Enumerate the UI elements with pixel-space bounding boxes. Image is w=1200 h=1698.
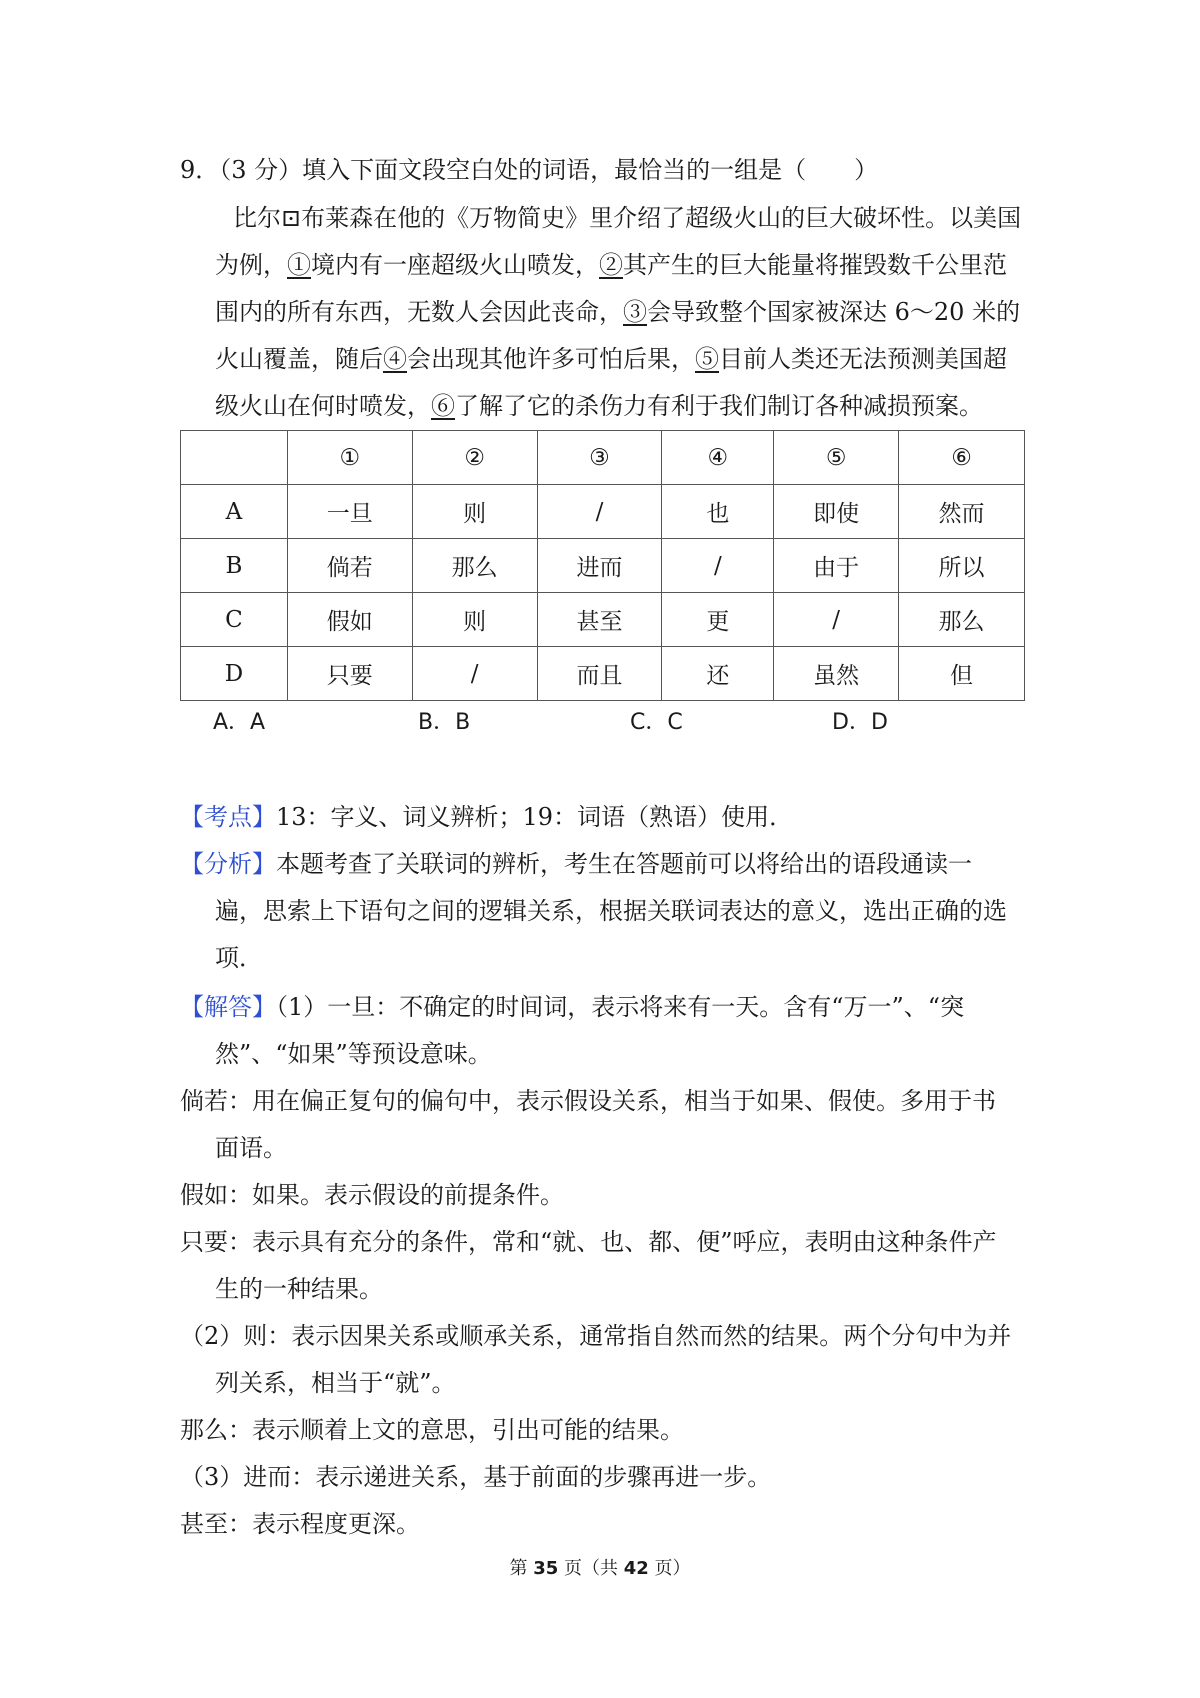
jieda-section: [180, 990, 964, 1024]
paragraph-name: 那么：表示顺着上文的意思，引出可能的结果。: [180, 1416, 684, 1444]
page-footer: [0, 1556, 1200, 1582]
table-cell: 而且: [537, 647, 662, 701]
table-row: [181, 485, 1025, 539]
footer-text: 页（共: [558, 1558, 624, 1579]
table-header-cell: ⑥: [899, 431, 1025, 485]
table-row: [181, 593, 1025, 647]
options-table: [180, 430, 1025, 701]
table-cell: 那么: [899, 593, 1025, 647]
fenxi-tag: 【分析】: [180, 850, 276, 878]
table-header-cell: ②: [412, 431, 537, 485]
table-cell: 则: [412, 593, 537, 647]
paragraph-ze: （2）则：表示因果关系或顺承关系，通常指自然而然的结果。两个分句中为并: [180, 1322, 1012, 1350]
blank-marker-6: ⑥: [431, 392, 455, 420]
table-cell: 一旦: [287, 485, 412, 539]
fenxi-text: 本题考查了关联词的辨析，考生在答题前可以将给出的语段通读一: [276, 850, 972, 878]
passage-text: 境内有一座超级火山喷发，: [311, 251, 599, 279]
jieda-line-2: 然”、“如果”等预设意味。: [215, 1040, 492, 1068]
passage-text: 级火山在何时喷发，: [215, 392, 431, 420]
passage-line-5: [215, 389, 983, 423]
answer-option-b: B．B: [418, 710, 471, 735]
blank-marker-1: ①: [287, 251, 311, 279]
table-cell: 然而: [899, 485, 1025, 539]
passage-line-3: [215, 295, 1020, 329]
table-header-cell: [181, 431, 288, 485]
table-cell: 甚至: [537, 593, 662, 647]
passage-line-2: [215, 248, 1007, 282]
passage-text: 目前人类还无法预测美国超: [719, 345, 1007, 373]
paragraph-jiner: （3）进而：表示递进关系，基于前面的步骤再进一步。: [180, 1463, 772, 1491]
table-cell: 更: [662, 593, 774, 647]
table-cell: 倘若: [287, 539, 412, 593]
paragraph-ze-cont: 列关系，相当于“就”。: [215, 1369, 456, 1397]
table-cell: 所以: [899, 539, 1025, 593]
blank-marker-5: ⑤: [695, 345, 719, 373]
table-cell: /: [774, 593, 899, 647]
table-cell: 但: [899, 647, 1025, 701]
jieda-tag: 【解答】: [180, 993, 276, 1021]
blank-marker-4: ④: [383, 345, 407, 373]
table-cell: 那么: [412, 539, 537, 593]
page-number: 35: [533, 1558, 559, 1579]
table-cell: 虽然: [774, 647, 899, 701]
table-cell: A: [181, 485, 288, 539]
answer-option-c: C．C: [630, 710, 683, 735]
passage-line-1: 比尔⊡布莱森在他的《万物简史》里介绍了超级火山的巨大破坏性。以美国: [233, 204, 1022, 232]
table-cell: 即使: [774, 485, 899, 539]
fenxi-line-2: 遍，思索上下语句之间的逻辑关系，根据关联词表达的意义，选出正确的选: [215, 897, 1007, 925]
page-total: 42: [623, 1558, 649, 1579]
passage-line-4: [215, 342, 1007, 376]
answer-option-d: D．D: [832, 710, 888, 735]
table-header-row: [181, 431, 1025, 485]
paragraph-zhiyao: 只要：表示具有充分的条件，常和“就、也、都、便”呼应，表明由这种条件产: [180, 1228, 997, 1256]
footer-text: 页）: [648, 1558, 691, 1579]
passage-text: 围内的所有东西，无数人会因此丧命，: [215, 298, 623, 326]
table-cell: 也: [662, 485, 774, 539]
footer-text: 第: [509, 1558, 534, 1579]
passage-text: 会出现其他许多可怕后果，: [407, 345, 695, 373]
table-header-cell: ①: [287, 431, 412, 485]
passage-text: 会导致整个国家被深达 6～20 米的: [647, 298, 1021, 326]
passage-text: 了解了它的杀伤力有利于我们制订各种减损预案。: [455, 392, 983, 420]
table-cell: B: [181, 539, 288, 593]
table-header-cell: ⑤: [774, 431, 899, 485]
table-row: [181, 539, 1025, 593]
paragraph-tangruo-cont: 面语。: [215, 1134, 287, 1162]
kaodian-section: [180, 800, 793, 834]
table-header-cell: ④: [662, 431, 774, 485]
blank-marker-3: ③: [623, 298, 647, 326]
table-cell: 假如: [287, 593, 412, 647]
kaodian-text: 13：字义、词义辨析；19：词语（熟语）使用．: [276, 803, 794, 831]
passage-text: 火山覆盖，随后: [215, 345, 383, 373]
paragraph-shenzhi: 甚至：表示程度更深。: [180, 1510, 420, 1538]
question-title: 9．（3 分）填入下面文段空白处的词语，最恰当的一组是（ ）: [180, 156, 879, 184]
table-cell: 由于: [774, 539, 899, 593]
fenxi-section: [180, 847, 972, 881]
table-cell: 则: [412, 485, 537, 539]
paragraph-tangruo: 倘若：用在偏正复句的偏句中，表示假设关系，相当于如果、假使。多用于书: [180, 1087, 996, 1115]
passage-text: 其产生的巨大能量将摧毁数千公里范: [623, 251, 1007, 279]
table-row: [181, 647, 1025, 701]
kaodian-tag: 【考点】: [180, 803, 276, 831]
fenxi-line-3: 项．: [215, 944, 263, 972]
table-cell: 进而: [537, 539, 662, 593]
table-cell: D: [181, 647, 288, 701]
passage-text: 为例，: [215, 251, 287, 279]
paragraph-zhiyao-cont: 生的一种结果。: [215, 1275, 383, 1303]
table-cell: /: [412, 647, 537, 701]
blank-marker-2: ②: [599, 251, 623, 279]
table-cell: /: [662, 539, 774, 593]
table-cell: C: [181, 593, 288, 647]
table-cell: /: [537, 485, 662, 539]
jieda-text: （1）一旦：不确定的时间词，表示将来有一天。含有“万一”、“突: [276, 993, 965, 1021]
table-header-cell: ③: [537, 431, 662, 485]
paragraph-jiaru: 假如：如果。表示假设的前提条件。: [180, 1181, 564, 1209]
table-cell: 只要: [287, 647, 412, 701]
answer-option-a: A．A: [213, 710, 266, 735]
table-cell: 还: [662, 647, 774, 701]
